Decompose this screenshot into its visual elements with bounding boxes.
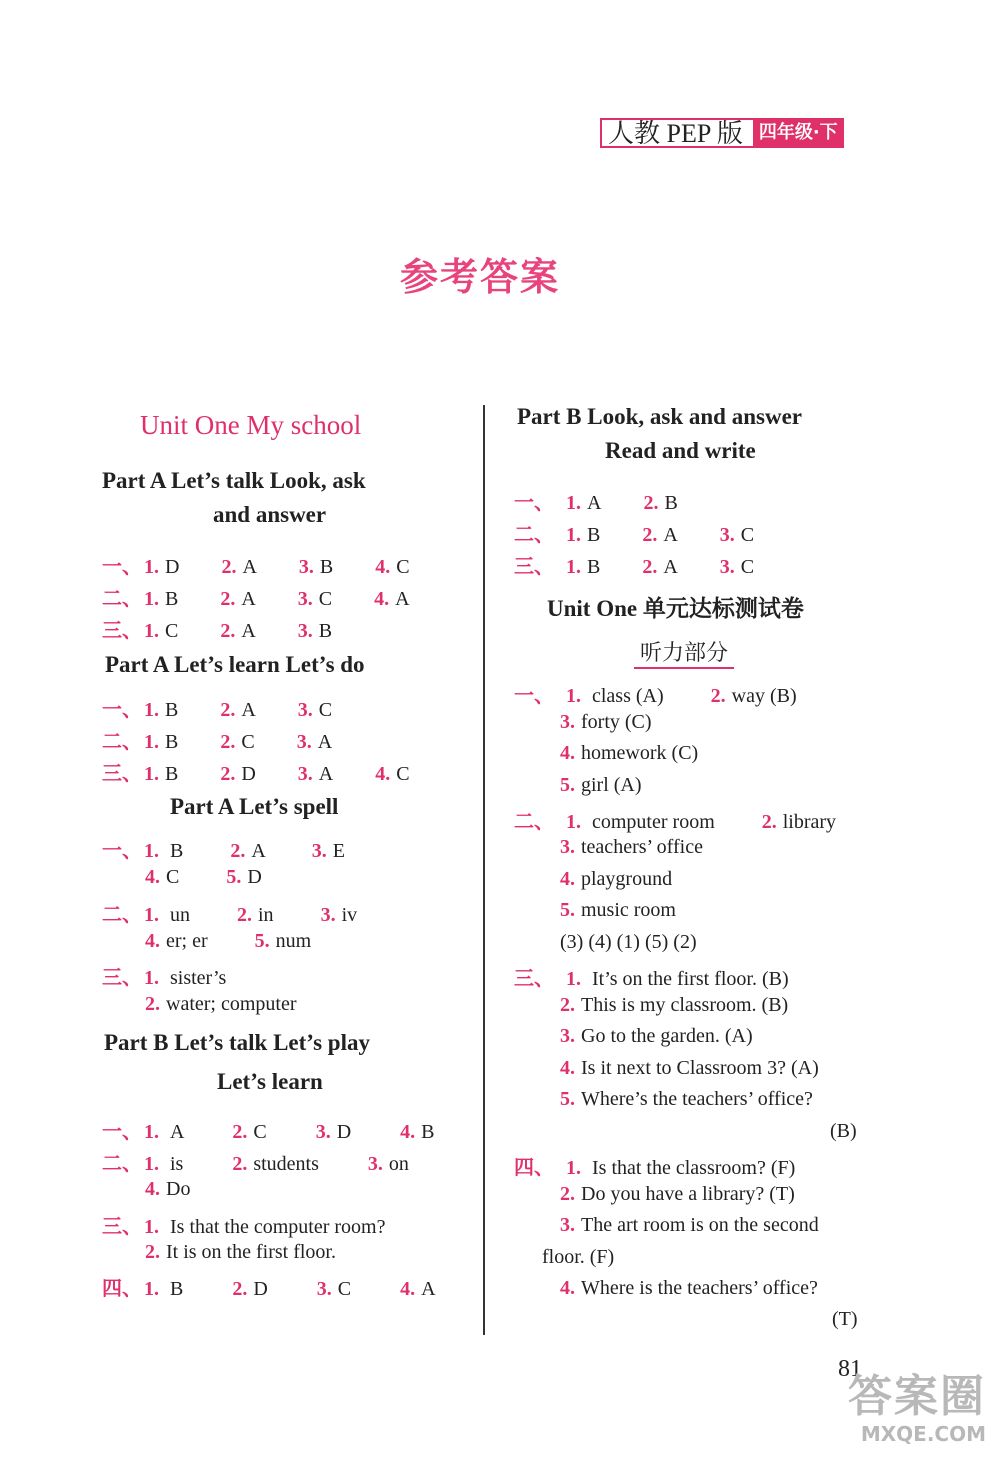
answer-value: D: [241, 763, 256, 785]
section-heading-a-spell: Part A Let’s spell: [170, 794, 339, 819]
answer-value: A: [663, 556, 678, 578]
answer-row: 4. Where is the teachers’ office?: [560, 1277, 818, 1299]
item-number: 3.: [719, 556, 735, 578]
answer-row: 三、 1. It’s on the first floor. (B): [514, 968, 789, 990]
answer-row: 三、 1. Is that the computer room?: [102, 1216, 386, 1238]
answer-row: [514, 486, 678, 515]
item-number: 二、: [102, 731, 142, 753]
item-number: 3.: [297, 588, 313, 610]
answer-value: A: [241, 588, 256, 610]
answer-value: B: [165, 731, 179, 753]
answer-row: (B): [830, 1120, 857, 1142]
answer-row: 5. girl (A): [560, 774, 642, 796]
answer-row: 4. Do: [145, 1178, 191, 1200]
item-number: 3.: [297, 620, 313, 642]
answer-value: C: [396, 556, 410, 578]
answer-row: [102, 693, 332, 722]
answer-value: C: [740, 556, 755, 578]
answer-row: [102, 582, 410, 611]
item-number: 一、: [102, 699, 142, 721]
answer-value: B: [165, 699, 179, 721]
item-number: 1.: [144, 620, 159, 642]
item-number: 2.: [220, 588, 236, 610]
answer-row: 二、 1. is 2. students 3. on: [102, 1153, 409, 1175]
answer-value: B: [664, 492, 678, 514]
item-number: 1.: [144, 588, 159, 610]
answer-row: (T): [832, 1308, 858, 1330]
item-number: 1.: [144, 699, 159, 721]
item-number: 2.: [643, 492, 659, 514]
answer-value: B: [165, 588, 179, 610]
item-number: 2.: [221, 556, 237, 578]
item-number: 3.: [297, 763, 313, 785]
answer-row: 4. er; er 5. num: [145, 930, 312, 952]
answer-value: C: [396, 763, 410, 785]
answer-value: A: [241, 620, 256, 642]
item-number: 2.: [642, 556, 658, 578]
answer-value: C: [318, 699, 333, 721]
answer-value: D: [165, 556, 180, 578]
edition-badge: [600, 118, 844, 148]
section-heading-b-talk-1: Part B Let’s talk Let’s play: [104, 1030, 370, 1055]
answer-row: 4. homework (C): [560, 742, 699, 764]
answer-row: 一、 1. B 2. A 3. E: [102, 840, 345, 862]
answer-value: A: [663, 524, 678, 546]
answer-row: 四、 1. Is that the classroom? (F): [514, 1157, 796, 1179]
item-number: 一、: [514, 492, 554, 514]
page-number: 81: [838, 1356, 862, 1382]
item-number: 3.: [719, 524, 735, 546]
item-number: 1.: [566, 492, 581, 514]
item-number: 2.: [220, 731, 236, 753]
answer-row: 3. forty (C): [560, 711, 652, 733]
edition-label: 人教 PEP 版: [600, 118, 753, 148]
answer-value: B: [587, 556, 601, 578]
answer-row: 一、 1. A 2. C 3. D 4. B: [102, 1121, 435, 1143]
answer-row: 3. teachers’ office: [560, 836, 703, 858]
item-number: 2.: [220, 763, 236, 785]
answer-row: 2. water; computer: [145, 993, 297, 1015]
answer-value: A: [241, 699, 256, 721]
answer-row: 二、 1. computer room 2. library: [514, 811, 837, 833]
answer-row: 2. This is my classroom. (B): [560, 994, 789, 1016]
answer-value: C: [165, 620, 179, 642]
answer-row: 三、 1. sister’s: [102, 967, 227, 989]
answer-value: A: [317, 731, 333, 753]
item-number: 3.: [297, 699, 313, 721]
answer-value: C: [318, 588, 333, 610]
page-title: 参考答案: [399, 255, 560, 299]
answer-row: [102, 550, 410, 579]
answer-row: 4. Is it next to Classroom 3? (A): [560, 1057, 819, 1079]
answer-row: [102, 725, 332, 754]
item-number: 1.: [144, 731, 159, 753]
item-number: 3.: [298, 556, 314, 578]
item-number: 1.: [566, 556, 581, 578]
section-heading-a-talk-1: Part A Let’s talk Look, ask: [102, 468, 366, 493]
section-heading-a-learn: Part A Let’s learn Let’s do: [105, 652, 365, 677]
answer-value: B: [165, 763, 179, 785]
item-number: 4.: [374, 588, 390, 610]
answer-row: 四、 1. B 2. D 3. C 4. A: [102, 1278, 436, 1300]
section-heading-a-talk-2: and answer: [213, 502, 327, 527]
answer-value: A: [587, 492, 602, 514]
answer-value: C: [740, 524, 755, 546]
answer-value: A: [242, 556, 257, 578]
unit-title: Unit One My school: [140, 410, 362, 440]
grade-label: 四年级·下: [753, 118, 844, 148]
answer-row: 4. playground: [560, 868, 673, 890]
answer-value: B: [319, 556, 334, 578]
answer-row: floor. (F): [542, 1246, 615, 1268]
section-heading-b-look-1: Part B Look, ask and answer: [517, 404, 802, 429]
answer-value: A: [395, 588, 410, 610]
answer-value: A: [318, 763, 334, 785]
item-number: 2.: [642, 524, 658, 546]
item-number: 2.: [220, 620, 236, 642]
unit-test-title: Unit One 单元达标测试卷: [547, 596, 804, 621]
answer-row: 2. Do you have a library? (T): [560, 1183, 795, 1205]
watermark-logo: 答案圈 MXQE.COM: [848, 1371, 986, 1446]
item-number: 二、: [102, 588, 142, 610]
item-number: 一、: [102, 556, 142, 578]
item-number: 4.: [375, 556, 391, 578]
answer-row: 4. C 5. D: [145, 866, 262, 888]
section-heading-b-look-2: Read and write: [605, 438, 756, 463]
answer-value: B: [587, 524, 601, 546]
item-number: 1.: [144, 556, 159, 578]
answer-row: 5. music room: [560, 899, 676, 921]
answer-value: C: [241, 731, 255, 753]
answer-row: 2. It is on the first floor.: [145, 1241, 336, 1263]
answer-row: 3. The art room is on the second: [560, 1214, 819, 1236]
item-number: 3.: [296, 731, 312, 753]
answer-row: 一、 1. class (A) 2. way (B): [514, 685, 797, 707]
section-heading-b-talk-2: Let’s learn: [217, 1069, 323, 1094]
item-number: 2.: [220, 699, 236, 721]
answer-row: [514, 550, 754, 579]
item-number: 三、: [102, 620, 142, 642]
item-number: 4.: [375, 763, 391, 785]
item-number: 1.: [144, 763, 159, 785]
listening-heading: 听力部分: [634, 636, 734, 667]
answer-row: 5. Where’s the teachers’ office?: [560, 1088, 813, 1110]
answer-value: B: [318, 620, 333, 642]
item-number: 1.: [566, 524, 581, 546]
answer-row: [514, 518, 754, 547]
item-number: 二、: [514, 524, 554, 546]
item-number: 三、: [514, 556, 554, 578]
answer-row: 二、 1. un 2. in 3. iv: [102, 904, 358, 926]
answer-row: [102, 757, 410, 786]
answer-row: 3. Go to the garden. (A): [560, 1025, 753, 1047]
answer-row: [102, 614, 332, 643]
answer-row: (3) (4) (1) (5) (2): [560, 931, 697, 953]
column-divider: [483, 405, 485, 1335]
item-number: 三、: [102, 763, 142, 785]
